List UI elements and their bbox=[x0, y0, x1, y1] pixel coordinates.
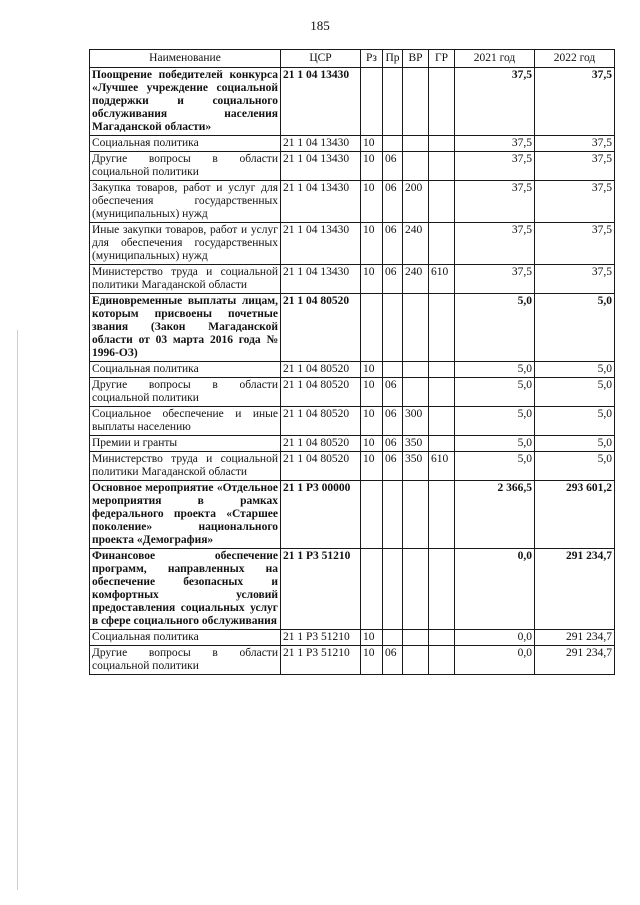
row-name: Премии и гранты bbox=[90, 436, 281, 452]
table-row bbox=[90, 265, 615, 294]
row-2021: 5,0 bbox=[455, 436, 535, 452]
row-name: Социальная политика bbox=[90, 362, 281, 378]
row-csr: 21 1 Р3 00000 bbox=[281, 481, 361, 549]
row-csr: 21 1 04 80520 bbox=[281, 452, 361, 481]
row-2021: 5,0 bbox=[455, 362, 535, 378]
table-row bbox=[90, 549, 615, 630]
table-row bbox=[90, 68, 615, 136]
row-pr bbox=[383, 136, 403, 152]
row-rz: 10 bbox=[361, 407, 383, 436]
row-2022: 37,5 bbox=[535, 181, 615, 223]
row-name: Финансовое обеспечение программ, направленных на обеспечение безопасных и комфортных условий предоставления социальных услуг в сфере социального обслуживания bbox=[90, 549, 281, 630]
row-2021: 37,5 bbox=[455, 152, 535, 181]
row-vr bbox=[403, 294, 429, 362]
row-pr: 06 bbox=[383, 452, 403, 481]
row-csr: 21 1 04 80520 bbox=[281, 436, 361, 452]
row-rz: 10 bbox=[361, 646, 383, 675]
row-2022: 5,0 bbox=[535, 452, 615, 481]
row-vr: 240 bbox=[403, 223, 429, 265]
row-2021: 37,5 bbox=[455, 265, 535, 294]
row-gr bbox=[429, 549, 455, 630]
row-vr: 300 bbox=[403, 407, 429, 436]
row-2022: 37,5 bbox=[535, 265, 615, 294]
row-gr: 610 bbox=[429, 452, 455, 481]
row-rz bbox=[361, 481, 383, 549]
row-gr bbox=[429, 136, 455, 152]
row-csr: 21 1 04 13430 bbox=[281, 152, 361, 181]
row-name: Министерство труда и социальной политики Магаданской области bbox=[90, 452, 281, 481]
row-2022: 37,5 bbox=[535, 68, 615, 136]
row-2021: 37,5 bbox=[455, 68, 535, 136]
table-row bbox=[90, 152, 615, 181]
row-csr: 21 1 04 13430 bbox=[281, 265, 361, 294]
row-pr bbox=[383, 294, 403, 362]
row-rz: 10 bbox=[361, 630, 383, 646]
row-csr: 21 1 04 13430 bbox=[281, 181, 361, 223]
header-csr: ЦСР bbox=[281, 50, 361, 68]
row-gr: 610 bbox=[429, 265, 455, 294]
row-name: Социальное обеспечение и иные выплаты населению bbox=[90, 407, 281, 436]
row-2022: 5,0 bbox=[535, 407, 615, 436]
row-name: Социальная политика bbox=[90, 630, 281, 646]
row-rz: 10 bbox=[361, 452, 383, 481]
row-name: Иные закупки товаров, работ и услуг для обеспечения государственных (муниципальных) нужд bbox=[90, 223, 281, 265]
row-pr: 06 bbox=[383, 378, 403, 407]
row-rz: 10 bbox=[361, 181, 383, 223]
table-row bbox=[90, 481, 615, 549]
row-pr: 06 bbox=[383, 152, 403, 181]
row-gr bbox=[429, 630, 455, 646]
row-vr: 350 bbox=[403, 436, 429, 452]
table-row bbox=[90, 646, 615, 675]
row-csr: 21 1 Р3 51210 bbox=[281, 646, 361, 675]
row-vr bbox=[403, 152, 429, 181]
row-name: Закупка товаров, работ и услуг для обеспечения государственных (муниципальных) нужд bbox=[90, 181, 281, 223]
row-2021: 5,0 bbox=[455, 294, 535, 362]
row-gr bbox=[429, 436, 455, 452]
row-rz: 10 bbox=[361, 265, 383, 294]
row-2021: 37,5 bbox=[455, 136, 535, 152]
row-2022: 5,0 bbox=[535, 436, 615, 452]
row-2021: 5,0 bbox=[455, 378, 535, 407]
row-vr: 240 bbox=[403, 265, 429, 294]
row-csr: 21 1 04 80520 bbox=[281, 378, 361, 407]
row-name: Социальная политика bbox=[90, 136, 281, 152]
row-pr bbox=[383, 549, 403, 630]
row-pr: 06 bbox=[383, 646, 403, 675]
row-2021: 37,5 bbox=[455, 181, 535, 223]
header-vr: ВР bbox=[403, 50, 429, 68]
row-2022: 5,0 bbox=[535, 362, 615, 378]
header-rz: Рз bbox=[361, 50, 383, 68]
row-rz bbox=[361, 68, 383, 136]
row-name: Другие вопросы в области социальной политики bbox=[90, 152, 281, 181]
table-row bbox=[90, 223, 615, 265]
row-vr bbox=[403, 481, 429, 549]
row-vr: 200 bbox=[403, 181, 429, 223]
header-pr: Пр bbox=[383, 50, 403, 68]
row-pr bbox=[383, 68, 403, 136]
row-csr: 21 1 04 13430 bbox=[281, 223, 361, 265]
row-rz: 10 bbox=[361, 136, 383, 152]
row-name: Министерство труда и социальной политики Магаданской области bbox=[90, 265, 281, 294]
row-2022: 37,5 bbox=[535, 136, 615, 152]
row-name: Другие вопросы в области социальной политики bbox=[90, 378, 281, 407]
row-vr bbox=[403, 68, 429, 136]
row-gr bbox=[429, 646, 455, 675]
row-gr bbox=[429, 407, 455, 436]
row-gr bbox=[429, 294, 455, 362]
row-csr: 21 1 04 13430 bbox=[281, 136, 361, 152]
row-gr bbox=[429, 362, 455, 378]
row-2021: 5,0 bbox=[455, 452, 535, 481]
row-gr bbox=[429, 152, 455, 181]
row-2022: 293 601,2 bbox=[535, 481, 615, 549]
header-2022: 2022 год bbox=[535, 50, 615, 68]
header-2021: 2021 год bbox=[455, 50, 535, 68]
row-pr bbox=[383, 630, 403, 646]
row-vr bbox=[403, 136, 429, 152]
row-name: Единовременные выплаты лицам, которым присвоены почетные звания (Закон Магаданской области от 03 марта 2016 года № 1996-ОЗ) bbox=[90, 294, 281, 362]
table-row bbox=[90, 294, 615, 362]
row-2022: 37,5 bbox=[535, 223, 615, 265]
row-2022: 5,0 bbox=[535, 378, 615, 407]
table-row bbox=[90, 378, 615, 407]
row-2021: 37,5 bbox=[455, 223, 535, 265]
row-csr: 21 1 Р3 51210 bbox=[281, 549, 361, 630]
row-2021: 0,0 bbox=[455, 630, 535, 646]
row-csr: 21 1 04 80520 bbox=[281, 362, 361, 378]
table-row bbox=[90, 436, 615, 452]
row-rz bbox=[361, 549, 383, 630]
table-row bbox=[90, 452, 615, 481]
row-pr: 06 bbox=[383, 436, 403, 452]
row-gr bbox=[429, 481, 455, 549]
row-rz: 10 bbox=[361, 152, 383, 181]
table-row bbox=[90, 630, 615, 646]
table-row bbox=[90, 362, 615, 378]
row-pr: 06 bbox=[383, 265, 403, 294]
row-csr: 21 1 04 80520 bbox=[281, 407, 361, 436]
row-2021: 0,0 bbox=[455, 549, 535, 630]
row-2022: 291 234,7 bbox=[535, 630, 615, 646]
row-vr bbox=[403, 646, 429, 675]
row-pr: 06 bbox=[383, 223, 403, 265]
row-vr bbox=[403, 549, 429, 630]
row-csr: 21 1 04 13430 bbox=[281, 68, 361, 136]
row-vr bbox=[403, 362, 429, 378]
budget-table bbox=[89, 49, 615, 675]
row-rz bbox=[361, 294, 383, 362]
row-rz: 10 bbox=[361, 436, 383, 452]
row-rz: 10 bbox=[361, 362, 383, 378]
row-gr bbox=[429, 223, 455, 265]
row-2022: 291 234,7 bbox=[535, 549, 615, 630]
row-vr bbox=[403, 630, 429, 646]
table-row bbox=[90, 181, 615, 223]
row-rz: 10 bbox=[361, 378, 383, 407]
scan-margin-line bbox=[17, 330, 18, 890]
row-csr: 21 1 04 80520 bbox=[281, 294, 361, 362]
table-header-row bbox=[90, 50, 615, 68]
row-pr bbox=[383, 481, 403, 549]
row-gr bbox=[429, 181, 455, 223]
table-row bbox=[90, 136, 615, 152]
row-rz: 10 bbox=[361, 223, 383, 265]
row-name: Другие вопросы в области социальной политики bbox=[90, 646, 281, 675]
row-pr: 06 bbox=[383, 407, 403, 436]
row-csr: 21 1 Р3 51210 bbox=[281, 630, 361, 646]
page-number: 185 bbox=[310, 18, 330, 33]
row-2022: 5,0 bbox=[535, 294, 615, 362]
row-name: Поощрение победителей конкурса «Лучшее учреждение социальной поддержки и социального обслуживания населения Магаданской области» bbox=[90, 68, 281, 136]
row-gr bbox=[429, 68, 455, 136]
header-name: Наименование bbox=[90, 50, 281, 68]
row-pr bbox=[383, 362, 403, 378]
row-2021: 2 366,5 bbox=[455, 481, 535, 549]
row-gr bbox=[429, 378, 455, 407]
row-name: Основное мероприятие «Отдельное мероприятия в рамках федерального проекта «Старшее поколение» национального проекта «Демография» bbox=[90, 481, 281, 549]
row-2021: 0,0 bbox=[455, 646, 535, 675]
row-pr: 06 bbox=[383, 181, 403, 223]
row-2022: 291 234,7 bbox=[535, 646, 615, 675]
row-2021: 5,0 bbox=[455, 407, 535, 436]
row-vr bbox=[403, 378, 429, 407]
row-2022: 37,5 bbox=[535, 152, 615, 181]
table-row bbox=[90, 407, 615, 436]
row-vr: 350 bbox=[403, 452, 429, 481]
table-body bbox=[90, 68, 615, 675]
header-gr: ГР bbox=[429, 50, 455, 68]
